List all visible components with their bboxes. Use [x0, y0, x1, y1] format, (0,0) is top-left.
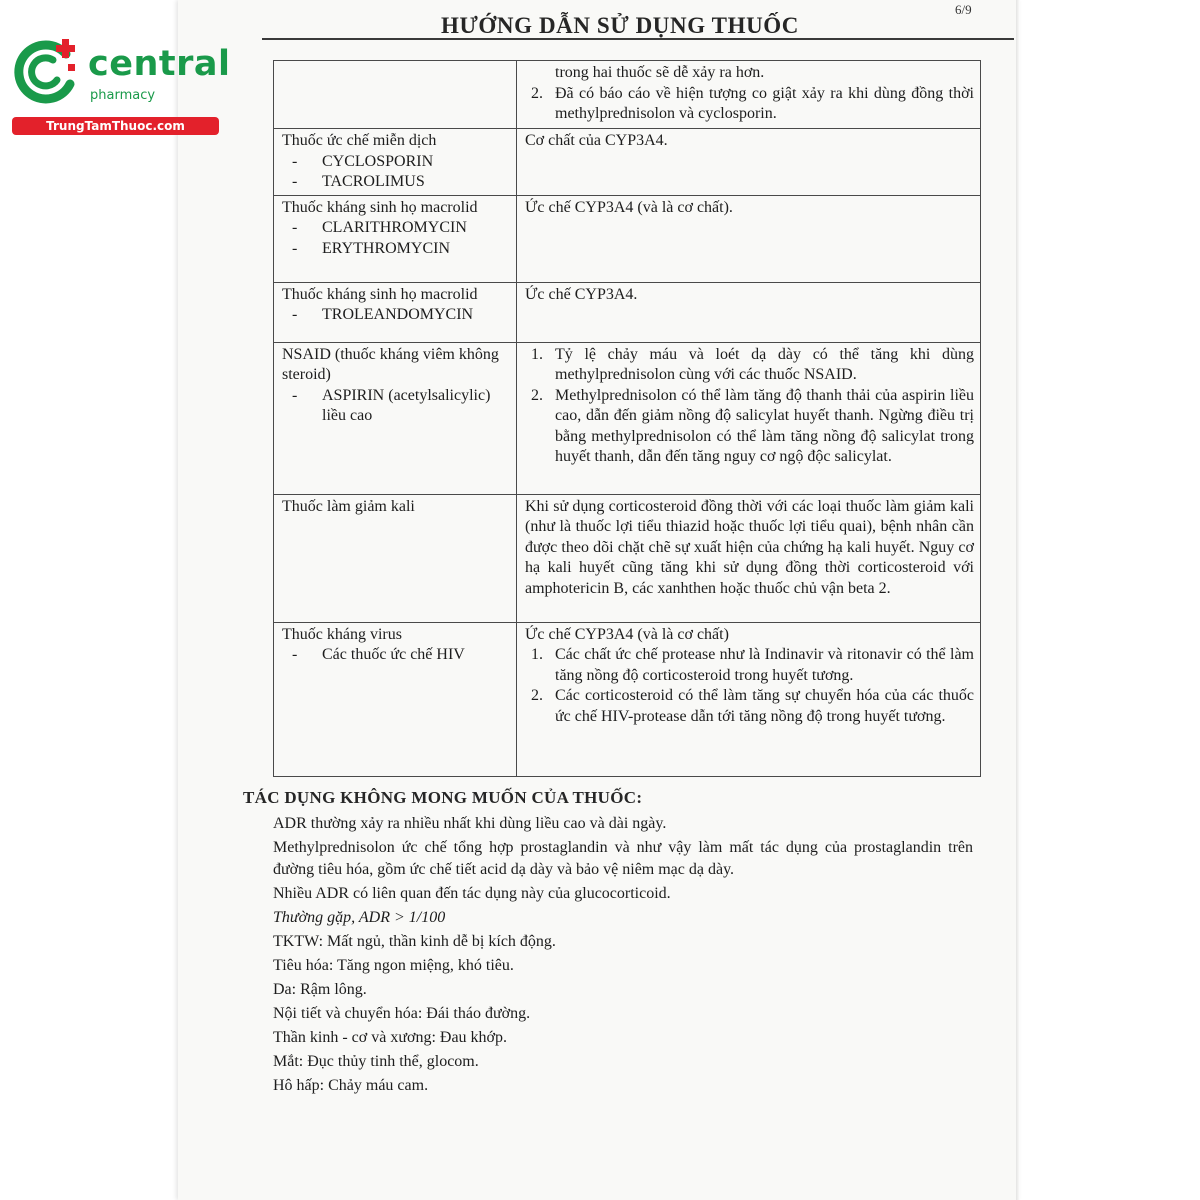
- logo-name: central: [88, 44, 231, 84]
- title-underline: [262, 38, 1014, 40]
- logo-subtitle: pharmacy: [90, 88, 156, 103]
- item-number: 2.: [531, 386, 543, 404]
- table-row: [274, 129, 981, 196]
- numbered-item: [525, 645, 974, 686]
- interaction-cell: [517, 129, 981, 196]
- numbered-item: [525, 84, 974, 125]
- drug-item: - TROLEANDOMYCIN: [282, 305, 510, 326]
- interaction-cell: [517, 622, 981, 777]
- adr-line: Hô hấp: Chảy máu cam.: [273, 1077, 429, 1094]
- adverse-reactions-section: [243, 787, 973, 1099]
- cell-text: Ức chế CYP3A4.: [525, 285, 638, 303]
- adr-line: TKTW: Mất ngủ, thần kinh dễ bị kích động.: [273, 933, 556, 950]
- cell-text: Cơ chất của CYP3A4.: [525, 132, 668, 149]
- adr-line: Tiêu hóa: Tăng ngon miệng, khó tiêu.: [273, 957, 514, 974]
- page-edge: [1016, 0, 1020, 1200]
- item-number: 1.: [531, 646, 543, 663]
- drug-item: - ERYTHROMYCIN: [282, 239, 510, 260]
- section-heading: TÁC DỤNG KHÔNG MONG MUỐN CỦA THUỐC:: [243, 788, 643, 807]
- drug-item: - Các thuốc ức chế HIV: [282, 645, 510, 666]
- item-text: Các corticosteroid có thể làm tăng sự chuyển hóa của các thuốc ức chế HIV-protease dẫn tới tăng nồng độ trong huyết tương.: [555, 687, 974, 725]
- table-row: [274, 342, 981, 494]
- drug-item: - ASPIRIN (acetylsalicylic) liều cao: [282, 386, 510, 427]
- drug-interaction-table: [273, 60, 981, 777]
- item-number: 2.: [531, 687, 543, 704]
- interaction-cell: [517, 195, 981, 282]
- cell-text: trong hai thuốc sẽ dễ xảy ra hơn.: [555, 64, 765, 81]
- drug-cell: [274, 129, 517, 196]
- interaction-cell: [517, 282, 981, 342]
- drug-cell: [274, 622, 517, 777]
- drug-group: Thuốc kháng sinh họ macrolid: [282, 285, 478, 303]
- drug-group: Thuốc làm giảm kali: [282, 497, 415, 515]
- drug-group: Thuốc kháng sinh họ macrolid: [282, 198, 478, 216]
- numbered-item: [525, 386, 974, 468]
- adr-line: Mắt: Đục thủy tinh thể, glocom.: [273, 1053, 479, 1070]
- drug-item: - TACROLIMUS: [282, 172, 510, 193]
- page-number: 6/9: [955, 2, 972, 17]
- numbered-item: [525, 345, 974, 386]
- table-row: [274, 282, 981, 342]
- logo-url-badge[interactable]: TrungTamThuoc.com: [12, 117, 219, 135]
- drug-cell: [274, 61, 517, 129]
- adr-line: Da: Rậm lông.: [273, 981, 367, 998]
- frequency-heading: Thường gặp, ADR > 1/100: [273, 909, 446, 926]
- table-row: [274, 494, 981, 622]
- drug-cell: [274, 282, 517, 342]
- table-row: [274, 61, 981, 129]
- item-text: Đã có báo cáo về hiện tượng co giật xảy ra khi dùng đồng thời methylprednisolon và cyclosporin.: [555, 84, 974, 122]
- drug-cell: [274, 195, 517, 282]
- drug-item: - CYCLOSPORIN: [282, 152, 510, 173]
- cell-text: Ức chế CYP3A4 (và là cơ chất).: [525, 198, 733, 216]
- drug-item: - CLARITHROMYCIN: [282, 218, 510, 239]
- paragraph: ADR thường xảy ra nhiều nhất khi dùng liều cao và dài ngày.: [273, 815, 667, 832]
- item-number: 1.: [531, 345, 543, 363]
- drug-group: Thuốc ức chế miễn dịch: [282, 132, 437, 149]
- item-text: Tỷ lệ chảy máu và loét dạ dày có thể tăng khi dùng methylprednisolon cùng với các thuốc NSAID.: [555, 345, 974, 383]
- interaction-cell: [517, 342, 981, 494]
- table-row: [274, 622, 981, 777]
- table-row: [274, 195, 981, 282]
- drug-cell: [274, 342, 517, 494]
- interaction-cell: [517, 494, 981, 622]
- drug-group: NSAID (thuốc kháng viêm không steroid): [282, 345, 499, 383]
- interaction-cell: [517, 61, 981, 129]
- numbered-item: [525, 686, 974, 727]
- drug-group: Thuốc kháng virus: [282, 625, 402, 643]
- item-number: 2.: [531, 84, 543, 102]
- adr-line: Thần kinh - cơ và xương: Đau khớp.: [273, 1029, 508, 1046]
- pharmacy-cross-icon: [10, 38, 80, 108]
- document-title: HƯỚNG DẪN SỬ DỤNG THUỐC: [441, 13, 799, 38]
- paragraph: Methylprednisolon ức chế tổng hợp prostaglandin và như vậy làm mất tác dụng của prostaglandin trên đường tiêu hóa, gồm ức chế tiết acid dạ dày và bảo vệ niêm mạc dạ dày.: [273, 839, 973, 878]
- adr-line: Nội tiết và chuyển hóa: Đái tháo đường.: [273, 1005, 531, 1022]
- cell-text: Ức chế CYP3A4 (và là cơ chất): [525, 625, 729, 643]
- cell-text: Khi sử dụng corticosteroid đồng thời với các loại thuốc làm giảm kali (như là thuốc lợi tiểu thiazid hoặc thuốc lợi tiểu quai), bệnh nhân cần được theo dõi chặt chẽ sự xuất hiện của chứng hạ kali huyết. Nguy cơ hạ kali huyết cũng tăng khi sử dụng đồng thời corticosteroid với amphotericin B, các xanhthen hoặc thuốc chủ vận beta 2.: [525, 497, 974, 597]
- central-pharmacy-logo[interactable]: [10, 38, 231, 138]
- item-text: Các chất ức chế protease như là Indinavir và ritonavir có thể làm tăng nồng độ corticosteroid trong huyết tương.: [555, 646, 974, 684]
- paragraph: Nhiều ADR có liên quan đến tác dụng này của glucocorticoid.: [273, 885, 671, 902]
- drug-cell: [274, 494, 517, 622]
- item-text: Methylprednisolon có thể làm tăng độ thanh thải của aspirin liều cao, dẫn đến giảm nồng độ salicylat huyết thanh. Ngừng điều trị bằng methylprednisolon có thể làm tăng nồng độ salicylat trong huyết thanh, dẫn đến tăng nguy cơ ngộ độc salicylat.: [555, 386, 974, 465]
